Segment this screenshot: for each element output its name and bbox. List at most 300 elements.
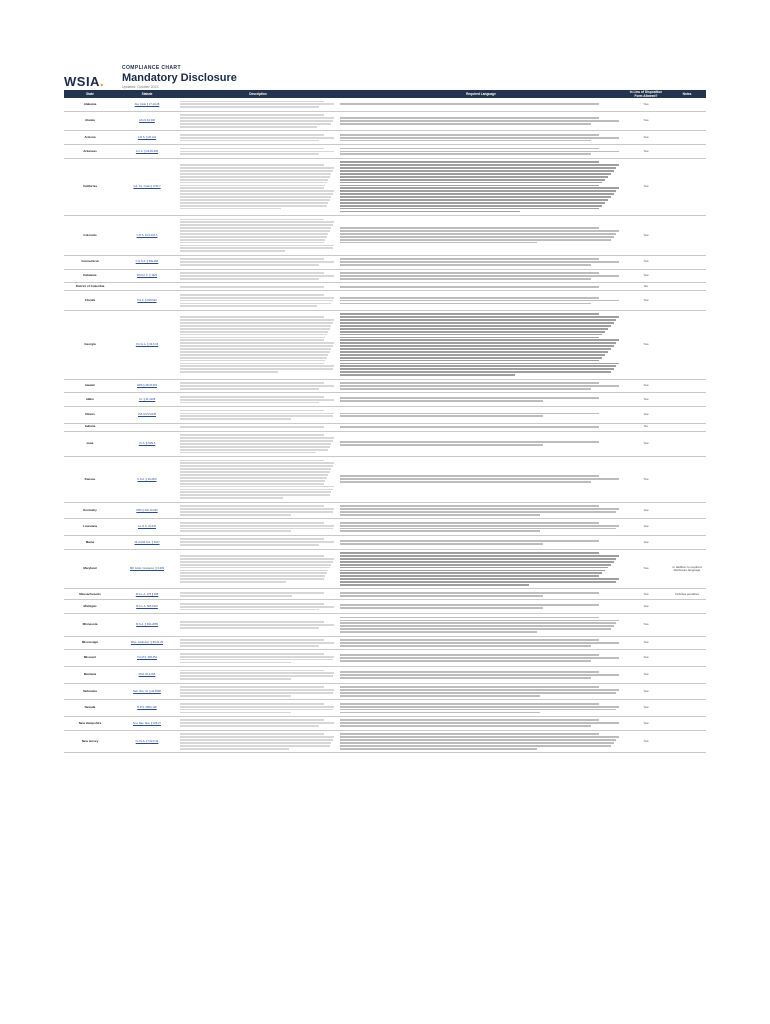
text-line <box>180 305 317 307</box>
state-cell: Mississippi <box>64 636 116 650</box>
text-line <box>180 541 334 543</box>
statute-link[interactable]: M.G.L.A. 175 § 168 <box>116 589 178 600</box>
table-row <box>64 111 706 131</box>
text-line <box>180 334 327 336</box>
text-line <box>340 561 614 563</box>
text-line <box>180 134 324 136</box>
required-language-cell <box>338 269 624 283</box>
text-line <box>340 230 619 232</box>
required-language-cell <box>338 589 624 600</box>
text-line <box>180 639 324 641</box>
state-cell: Kentucky <box>64 502 116 519</box>
description-cell <box>178 600 338 614</box>
text-line <box>180 703 324 705</box>
in-lieu-cell: Yes <box>624 379 668 393</box>
description-cell <box>178 131 338 145</box>
text-line <box>180 489 333 491</box>
text-line <box>180 578 324 580</box>
state-cell: Nebraska <box>64 683 116 700</box>
text-line <box>340 272 599 274</box>
text-line <box>340 660 591 662</box>
required-language-cell <box>338 666 624 683</box>
text-line <box>340 388 591 390</box>
text-line <box>180 196 331 198</box>
in-lieu-cell: Yes <box>624 310 668 379</box>
text-line <box>340 584 529 586</box>
text-line <box>180 471 330 473</box>
text-line <box>340 368 614 370</box>
text-line <box>180 567 330 569</box>
text-line <box>340 631 537 633</box>
text-line <box>340 657 619 659</box>
text-line <box>180 538 324 540</box>
text-line <box>340 148 599 150</box>
text-line <box>180 363 324 365</box>
statute-link[interactable]: 24-A M.R.S.A. § 2017 <box>116 535 178 549</box>
text-line <box>340 706 619 708</box>
text-line <box>180 675 333 677</box>
text-line <box>180 465 333 467</box>
text-line <box>180 719 324 721</box>
text-line <box>180 230 330 232</box>
text-line <box>180 410 324 412</box>
table-row <box>64 502 706 519</box>
text-line <box>180 525 334 527</box>
table-row <box>64 393 706 407</box>
text-line <box>180 278 319 280</box>
notes-cell <box>668 431 706 456</box>
text-line <box>180 227 331 229</box>
text-line <box>340 540 599 542</box>
text-line <box>180 748 289 750</box>
document-updated-date: Updated: October 2023 <box>122 85 159 89</box>
text-line <box>180 297 334 299</box>
text-line <box>180 508 334 510</box>
in-lieu-cell: Yes <box>624 131 668 145</box>
state-cell: Montana <box>64 666 116 683</box>
text-line <box>180 202 328 204</box>
text-line <box>180 564 331 566</box>
text-line <box>340 170 614 172</box>
text-line <box>180 530 291 532</box>
text-line <box>180 272 324 274</box>
required-language-cell <box>338 98 624 111</box>
statute-link[interactable]: F.S.A. § 626.924 <box>116 291 178 311</box>
text-line <box>180 572 327 574</box>
in-lieu-cell: Yes <box>624 158 668 215</box>
in-lieu-cell: Yes <box>624 683 668 700</box>
statute-link[interactable]: Miss. Code Ann. § 83-21-25 <box>116 636 178 650</box>
required-language-cell <box>338 145 624 159</box>
in-lieu-cell: Yes <box>624 589 668 600</box>
text-line <box>180 106 319 108</box>
statute-link[interactable]: A.C.A. § 23-65-305 <box>116 145 178 159</box>
text-line <box>340 286 599 288</box>
text-line <box>180 114 324 116</box>
text-line <box>180 642 334 644</box>
statute-link[interactable]: MD Code, Insurance, § 3-309 <box>116 549 178 589</box>
description-cell <box>178 683 338 700</box>
text-line <box>340 525 619 527</box>
text-line <box>340 371 611 373</box>
required-language-cell <box>338 423 624 431</box>
required-language-cell <box>338 310 624 379</box>
statute-link[interactable]: O.C.G.A. § 33-5-33 <box>116 310 178 379</box>
text-line <box>180 440 333 442</box>
text-line <box>340 365 616 367</box>
text-line <box>340 342 616 344</box>
text-line <box>340 578 619 580</box>
text-line <box>340 426 599 428</box>
text-line <box>340 654 599 656</box>
notes-cell <box>668 519 706 536</box>
text-line <box>180 592 324 594</box>
table-row <box>64 730 706 752</box>
table-row <box>64 636 706 650</box>
text-line <box>180 342 334 344</box>
text-line <box>180 692 333 694</box>
text-line <box>340 258 599 260</box>
statute-link[interactable]: I.C.A. § 515I.6 <box>116 431 178 456</box>
text-line <box>180 151 334 153</box>
state-cell: Connecticut <box>64 255 116 269</box>
description-cell <box>178 215 338 255</box>
statute-link[interactable]: V.A.M.S. 384.051 <box>116 650 178 667</box>
text-line <box>340 413 599 415</box>
required-language-cell <box>338 283 624 291</box>
state-cell: Colorado <box>64 215 116 255</box>
state-cell: Georgia <box>64 310 116 379</box>
text-line <box>340 592 599 594</box>
in-lieu-cell: Yes <box>624 291 668 311</box>
text-line <box>340 331 605 333</box>
text-line <box>180 348 331 350</box>
text-line <box>340 558 616 560</box>
text-line <box>340 208 599 210</box>
text-line <box>180 561 333 563</box>
text-line <box>340 739 616 741</box>
in-lieu-cell: No <box>624 423 668 431</box>
statute-link[interactable]: KRS § 304.10-040 <box>116 502 178 519</box>
text-line <box>180 264 319 266</box>
in-lieu-cell: No <box>624 283 668 291</box>
text-line <box>180 164 324 166</box>
text-line <box>340 325 611 327</box>
text-line <box>340 686 599 688</box>
in-lieu-cell: Yes <box>624 457 668 503</box>
text-line <box>340 570 605 572</box>
notes-cell <box>668 423 706 431</box>
text-line <box>340 733 599 735</box>
text-line <box>180 462 334 464</box>
statute-link[interactable]: Ala. Code § 27-10-28 <box>116 98 178 111</box>
notes-cell <box>668 457 706 503</box>
text-line <box>180 123 331 125</box>
description-cell <box>178 407 338 424</box>
required-language-cell <box>338 549 624 589</box>
text-line <box>180 402 319 404</box>
statute-link[interactable] <box>116 283 178 291</box>
text-line <box>340 745 611 747</box>
text-line <box>180 725 319 727</box>
notes-cell <box>668 291 706 311</box>
table-row <box>64 666 706 683</box>
description-cell <box>178 423 338 431</box>
text-line <box>180 221 334 223</box>
text-line <box>340 211 520 213</box>
state-cell: Arkansas <box>64 145 116 159</box>
text-line <box>340 695 540 697</box>
table-row <box>64 131 706 145</box>
text-line <box>180 233 328 235</box>
text-line <box>340 508 619 510</box>
statute-link[interactable] <box>116 423 178 431</box>
text-line <box>340 239 611 241</box>
statute-link[interactable]: 18 Del. C. § 1923 <box>116 269 178 283</box>
text-line <box>340 193 614 195</box>
notes-cell <box>668 269 706 283</box>
text-line <box>340 514 540 516</box>
text-line <box>340 620 619 622</box>
text-line <box>180 331 328 333</box>
statute-link[interactable]: C.R.S. 10-5-101.5 <box>116 215 178 255</box>
description-cell <box>178 549 338 589</box>
column-header-required-language: Required Language <box>338 90 624 98</box>
text-line <box>180 140 319 142</box>
text-line <box>180 413 334 415</box>
text-line <box>180 182 327 184</box>
description-cell <box>178 636 338 650</box>
text-line <box>340 511 616 513</box>
description-cell <box>178 716 338 730</box>
text-line <box>340 397 599 399</box>
text-line <box>340 564 611 566</box>
text-line <box>180 418 291 420</box>
text-line <box>340 374 515 376</box>
statute-link[interactable]: N.R.S. 685A.100 <box>116 700 178 717</box>
required-language-cell <box>338 636 624 650</box>
description-cell <box>178 589 338 600</box>
text-line <box>340 645 591 647</box>
statute-link[interactable]: HRS § 431:8-303 <box>116 379 178 393</box>
in-lieu-cell: Yes <box>624 431 668 456</box>
text-line <box>180 460 324 462</box>
document-kicker: COMPLIANCE CHART <box>122 65 181 71</box>
notes-cell: Includes penalties <box>668 589 706 600</box>
description-cell <box>178 519 338 536</box>
text-line <box>180 581 286 583</box>
table-row <box>64 98 706 111</box>
table-row <box>64 716 706 730</box>
table-row <box>64 423 706 431</box>
text-line <box>340 164 619 166</box>
document-title: Mandatory Disclosure <box>122 72 237 84</box>
in-lieu-cell: Yes <box>624 614 668 636</box>
table-row <box>64 283 706 291</box>
text-line <box>180 742 331 744</box>
statute-link[interactable]: A.R.S. § 20-411 <box>116 131 178 145</box>
text-line <box>180 491 331 493</box>
text-line <box>180 242 324 244</box>
notes-cell <box>668 636 706 650</box>
statute-link[interactable]: N.H. Rev. Stat. § 405:27 <box>116 716 178 730</box>
text-line <box>180 627 319 629</box>
notes-cell <box>668 393 706 407</box>
state-cell: Idaho <box>64 393 116 407</box>
statute-link[interactable]: 215 ILCS 5/445 <box>116 407 178 424</box>
statute-link[interactable]: M.C.L.A. 500.1916 <box>116 600 178 614</box>
text-line <box>180 199 330 201</box>
text-line <box>340 161 599 163</box>
notes-cell <box>668 379 706 393</box>
statute-link[interactable]: AS 21.34.330 <box>116 111 178 131</box>
description-cell <box>178 158 338 215</box>
text-line <box>340 400 543 402</box>
column-header-state: State <box>64 90 116 98</box>
text-line <box>180 319 334 321</box>
text-line <box>340 328 608 330</box>
text-line <box>180 396 324 398</box>
table-row <box>64 457 706 503</box>
text-line <box>180 678 291 680</box>
text-line <box>180 624 334 626</box>
text-line <box>340 748 537 750</box>
description-cell <box>178 379 338 393</box>
text-line <box>340 261 619 263</box>
text-line <box>340 622 616 624</box>
text-line <box>180 709 333 711</box>
description-cell <box>178 269 338 283</box>
text-line <box>180 365 334 367</box>
text-line <box>180 250 285 252</box>
statute-link[interactable]: MCA 33-2-305 <box>116 666 178 683</box>
description-cell <box>178 255 338 269</box>
required-language-cell <box>338 614 624 636</box>
statute-link[interactable]: Neb. Rev. St. § 44-5508 <box>116 683 178 700</box>
text-line <box>340 677 591 679</box>
in-lieu-cell: Yes <box>624 407 668 424</box>
table-row <box>64 589 706 600</box>
notes-cell <box>668 407 706 424</box>
text-line <box>180 236 327 238</box>
text-line <box>340 572 602 574</box>
state-cell: Maryland <box>64 549 116 589</box>
state-cell: Nevada <box>64 700 116 717</box>
text-line <box>340 179 605 181</box>
table-row <box>64 431 706 456</box>
description-cell <box>178 393 338 407</box>
in-lieu-cell: Yes <box>624 393 668 407</box>
text-line <box>180 126 317 128</box>
statute-link[interactable]: M.S.A. § 60A.2085 <box>116 614 178 636</box>
text-line <box>340 117 599 119</box>
text-line <box>180 449 328 451</box>
statute-link[interactable]: La. R.S. 22:446 <box>116 519 178 536</box>
statute-link[interactable]: C.G.S.A. § 38a-294 <box>116 255 178 269</box>
notes-cell <box>668 111 706 131</box>
disclosure-table <box>64 90 706 753</box>
state-cell: Louisiana <box>64 519 116 536</box>
text-line <box>180 368 333 370</box>
statute-link[interactable]: N.J.S.A. 17:22-6.44 <box>116 730 178 752</box>
description-cell <box>178 310 338 379</box>
text-line <box>340 334 602 336</box>
in-lieu-cell: Yes <box>624 98 668 111</box>
table-row <box>64 549 706 589</box>
text-line <box>180 173 331 175</box>
column-header-in-lieu: In Lieu of Disposition Form Allowed? <box>624 90 668 98</box>
text-line <box>180 382 324 384</box>
text-line <box>340 604 599 606</box>
required-language-cell <box>338 131 624 145</box>
text-line <box>340 196 611 198</box>
in-lieu-cell: Yes <box>624 145 668 159</box>
table-header-row <box>64 90 706 98</box>
text-line <box>340 441 599 443</box>
statute-link[interactable]: K.S.A. § 40-246f <box>116 457 178 503</box>
state-cell: Hawaii <box>64 379 116 393</box>
text-line <box>180 205 327 207</box>
statute-link[interactable]: Cal. Ins. Code § 1764.7 <box>116 158 178 215</box>
text-line <box>340 674 619 676</box>
text-line <box>340 671 599 673</box>
text-line <box>340 303 591 305</box>
required-language-cell <box>338 393 624 407</box>
required-language-cell <box>338 158 624 215</box>
text-line <box>340 642 619 644</box>
text-line <box>340 190 616 192</box>
text-line <box>180 325 331 327</box>
statute-link[interactable]: I.C. § 41-1228 <box>116 393 178 407</box>
text-line <box>180 170 333 172</box>
text-line <box>180 316 324 318</box>
state-cell: Delaware <box>64 269 116 283</box>
text-line <box>340 692 616 694</box>
table-row <box>64 600 706 614</box>
table-row <box>64 700 706 717</box>
text-line <box>180 339 324 341</box>
text-line <box>180 477 327 479</box>
text-line <box>180 736 334 738</box>
text-line <box>180 659 333 661</box>
notes-cell <box>668 215 706 255</box>
text-line <box>340 278 591 280</box>
text-line <box>180 621 324 623</box>
text-line <box>340 712 540 714</box>
notes-cell <box>668 683 706 700</box>
text-line <box>180 103 334 105</box>
description-cell <box>178 111 338 131</box>
text-line <box>180 179 328 181</box>
in-lieu-cell: Yes <box>624 535 668 549</box>
required-language-cell <box>338 291 624 311</box>
notes-cell <box>668 98 706 111</box>
notes-cell <box>668 716 706 730</box>
text-line <box>180 300 333 302</box>
text-line <box>180 739 333 741</box>
table-row <box>64 145 706 159</box>
in-lieu-cell: Yes <box>624 215 668 255</box>
text-line <box>180 670 324 672</box>
state-cell: Florida <box>64 291 116 311</box>
notes-cell <box>668 614 706 636</box>
in-lieu-cell: Yes <box>624 600 668 614</box>
text-line <box>180 322 333 324</box>
text-line <box>180 294 324 296</box>
text-line <box>340 703 599 705</box>
text-line <box>340 552 599 554</box>
text-line <box>340 137 619 139</box>
